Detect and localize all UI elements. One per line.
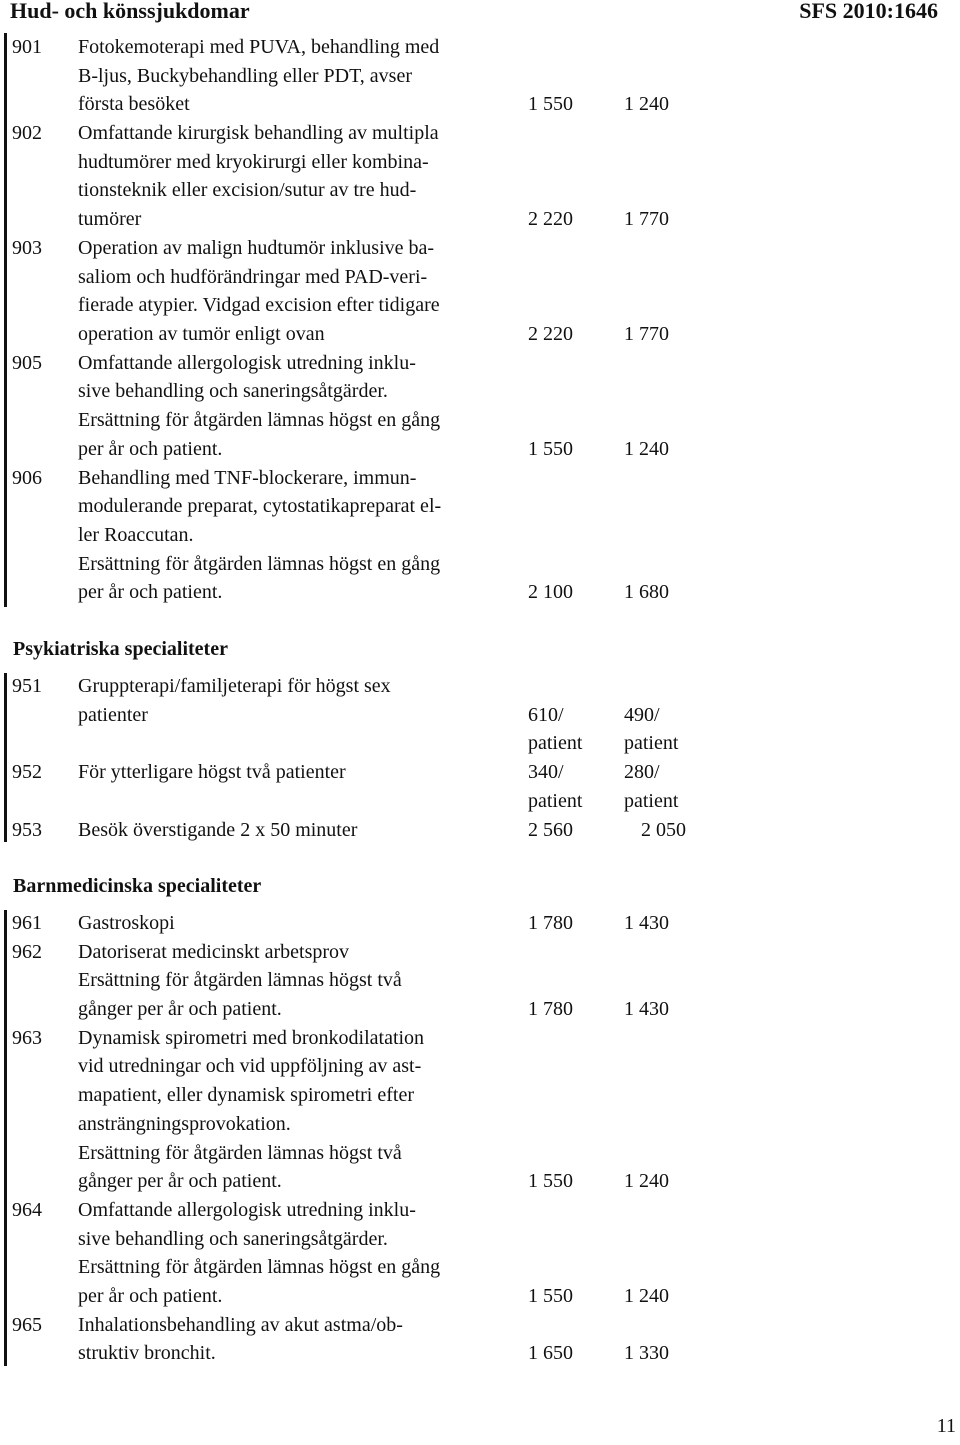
description-text: gånger per år och patient. (78, 1170, 282, 1193)
description-text: Ersättning för åtgärden lämnas högst en gång (78, 552, 441, 575)
entry-line (0, 234, 960, 263)
entry-line (0, 521, 960, 550)
amount-column-2: 1 240 (624, 93, 669, 116)
entry-line (0, 995, 960, 1024)
entry-line (0, 550, 960, 579)
tariff-code: 965 (12, 1313, 42, 1336)
tariff-code: 962 (12, 940, 42, 963)
entry-line (0, 1253, 960, 1282)
description-text: Operation av malign hudtumör inklusive ba- (78, 236, 435, 259)
amount-column-1: 1 780 (528, 998, 573, 1021)
tariff-entry-901 (0, 33, 960, 119)
entry-line (0, 291, 960, 320)
tariff-entry-965 (0, 1311, 960, 1368)
amount-column-1: 1 550 (528, 93, 573, 116)
entry-line (0, 758, 960, 787)
description-text: saliom och hudförändringar med PAD-veri- (78, 265, 428, 288)
description-text: sive behandling och saneringsåtgärder. (78, 1227, 388, 1250)
entry-line (0, 729, 960, 758)
description-text: vid utredningar och vid uppföljning av ast- (78, 1055, 422, 1078)
description-text: Behandling med TNF-blockerare, immun- (78, 466, 417, 489)
entry-line (0, 966, 960, 995)
entry-line (0, 787, 960, 816)
amount-column-2: patient (624, 789, 679, 812)
entry-line (0, 263, 960, 292)
tariff-entry-905 (0, 349, 960, 464)
description-text: Omfattande allergologisk utredning inklu- (78, 351, 416, 374)
page-number: 11 (936, 1415, 956, 1437)
amount-column-2: 2 050 (641, 818, 686, 841)
tariff-code: 953 (12, 818, 42, 841)
description-text: Ersättning för åtgärden lämnas högst en gång (78, 409, 441, 432)
description-text: första besöket (78, 93, 190, 116)
entry-line (0, 33, 960, 62)
tariff-entry-906 (0, 464, 960, 607)
amount-column-2: 1 240 (624, 437, 669, 460)
description-text: Gruppterapi/familjeterapi för högst sex (78, 675, 391, 697)
entry-line (0, 176, 960, 205)
amount-column-2: 1 240 (624, 1170, 669, 1193)
entry-line (0, 578, 960, 607)
tariff-code: 902 (12, 122, 42, 145)
tariff-code: 905 (12, 351, 42, 374)
amount-column-1: 2 100 (528, 581, 573, 604)
description-text: gånger per år och patient. (78, 998, 282, 1021)
tariff-entry-902 (0, 119, 960, 234)
tariff-entry-961 (0, 909, 960, 938)
description-text: För ytterligare högst två patienter (78, 761, 346, 784)
section-heading: Psykiatriska specialiteter (13, 638, 228, 660)
amount-column-1: patient (528, 732, 583, 755)
description-text: Besök överstigande 2 x 50 minuter (78, 818, 358, 841)
entry-line (0, 1110, 960, 1139)
entry-line (0, 320, 960, 349)
amount-column-1: 1 550 (528, 437, 573, 460)
description-text: tionsteknik eller excision/sutur av tre hud- (78, 179, 417, 202)
description-text: Omfattande kirurgisk behandling av multipla (78, 122, 439, 145)
entry-line (0, 119, 960, 148)
amount-column-1: 1 550 (528, 1285, 573, 1308)
entry-line (0, 1081, 960, 1110)
tariff-entry-952 (0, 758, 960, 815)
entry-line (0, 492, 960, 521)
running-header-title: Hud- och könssjukdomar (10, 0, 250, 23)
amount-column-2: 1 770 (624, 322, 669, 345)
amount-column-1: 340/ (528, 761, 564, 784)
description-text: Datoriserat medicinskt arbetsprov (78, 940, 350, 963)
amount-column-2: 1 240 (624, 1285, 669, 1308)
entry-line (0, 1052, 960, 1081)
description-text: fierade atypier. Vidgad excision efter tidigare (78, 294, 440, 317)
amount-column-2: patient (624, 732, 679, 755)
section-heading: Barnmedicinska specialiteter (13, 875, 262, 897)
tariff-code: 964 (12, 1199, 42, 1221)
entry-line (0, 377, 960, 406)
entry-line (0, 1139, 960, 1168)
tariff-entry-962 (0, 938, 960, 1024)
entry-line (0, 1196, 960, 1225)
entry-line (0, 435, 960, 464)
amount-column-1: 2 220 (528, 322, 573, 345)
entry-line (0, 1167, 960, 1196)
amount-column-2: 1 680 (624, 581, 669, 604)
description-text: modulerande preparat, cytostatikapreparat el- (78, 495, 442, 518)
description-text: ler Roaccutan. (78, 523, 194, 546)
description-text: Ersättning för åtgärden lämnas högst två (78, 1141, 402, 1164)
tariff-code: 961 (12, 912, 42, 934)
tariff-entry-903 (0, 234, 960, 349)
entry-line (0, 349, 960, 378)
amount-column-2: 280/ (624, 761, 660, 784)
amount-column-1: 1 550 (528, 1170, 573, 1193)
description-text: per år och patient. (78, 1285, 223, 1308)
entry-line (0, 1339, 960, 1368)
description-text: sive behandling och saneringsåtgärder. (78, 380, 388, 403)
entry-line (0, 909, 960, 938)
tariff-entry-951 (0, 672, 960, 758)
amount-column-2: 1 430 (624, 912, 669, 934)
tariff-entry-963 (0, 1024, 960, 1196)
running-header-sfs-number: SFS 2010:1646 (799, 0, 938, 23)
description-text: Omfattande allergologisk utredning inklu- (78, 1199, 416, 1221)
entry-line (0, 62, 960, 91)
description-text: operation av tumör enligt ovan (78, 322, 325, 345)
tariff-code: 906 (12, 466, 42, 489)
description-text: mapatient, eller dynamisk spirometri efter (78, 1084, 414, 1107)
tariff-code: 963 (12, 1026, 42, 1049)
entry-line (0, 464, 960, 493)
description-text: B-ljus, Buckybehandling eller PDT, avser (78, 64, 413, 87)
amount-column-2: 1 330 (624, 1342, 669, 1365)
amount-column-2: 1 430 (624, 998, 669, 1021)
description-text: Dynamisk spirometri med bronkodilatation (78, 1026, 425, 1049)
amount-column-1: 1 780 (528, 912, 573, 934)
entry-line (0, 1311, 960, 1340)
tariff-code: 903 (12, 236, 42, 259)
amount-column-1: 610/ (528, 703, 564, 726)
entry-line (0, 938, 960, 967)
tariff-entry-953 (0, 816, 960, 845)
description-text: per år och patient. (78, 437, 223, 460)
amount-column-1: 2 560 (528, 818, 573, 841)
description-text: Fotokemoterapi med PUVA, behandling med (78, 36, 440, 58)
description-text: Ersättning för åtgärden lämnas högst två (78, 969, 402, 992)
description-text: ansträngningsprovokation. (78, 1112, 291, 1135)
entry-line (0, 1282, 960, 1311)
entry-line (0, 701, 960, 730)
description-text: hudtumörer med kryokirurgi eller kombina- (78, 150, 429, 173)
amount-column-1: patient (528, 789, 583, 812)
tariff-entry-964 (0, 1196, 960, 1311)
amount-column-2: 490/ (624, 703, 660, 726)
description-text: Ersättning för åtgärden lämnas högst en gång (78, 1256, 441, 1279)
tariff-code: 952 (12, 761, 42, 784)
description-text: Inhalationsbehandling av akut astma/ob- (78, 1313, 403, 1336)
description-text: per år och patient. (78, 581, 223, 604)
entry-line (0, 1024, 960, 1053)
tariff-code: 951 (12, 675, 42, 697)
amount-column-1: 1 650 (528, 1342, 573, 1365)
amount-column-1: 2 220 (528, 208, 573, 231)
tariff-code: 901 (12, 36, 42, 58)
description-text: patienter (78, 703, 148, 726)
amount-column-2: 1 770 (624, 208, 669, 231)
entry-line (0, 90, 960, 119)
entry-line (0, 1225, 960, 1254)
description-text: struktiv bronchit. (78, 1342, 216, 1365)
entry-line (0, 406, 960, 435)
description-text: Gastroskopi (78, 912, 175, 934)
entry-line (0, 672, 960, 701)
entry-line (0, 205, 960, 234)
entry-line (0, 816, 960, 845)
entry-line (0, 148, 960, 177)
description-text: tumörer (78, 208, 142, 231)
